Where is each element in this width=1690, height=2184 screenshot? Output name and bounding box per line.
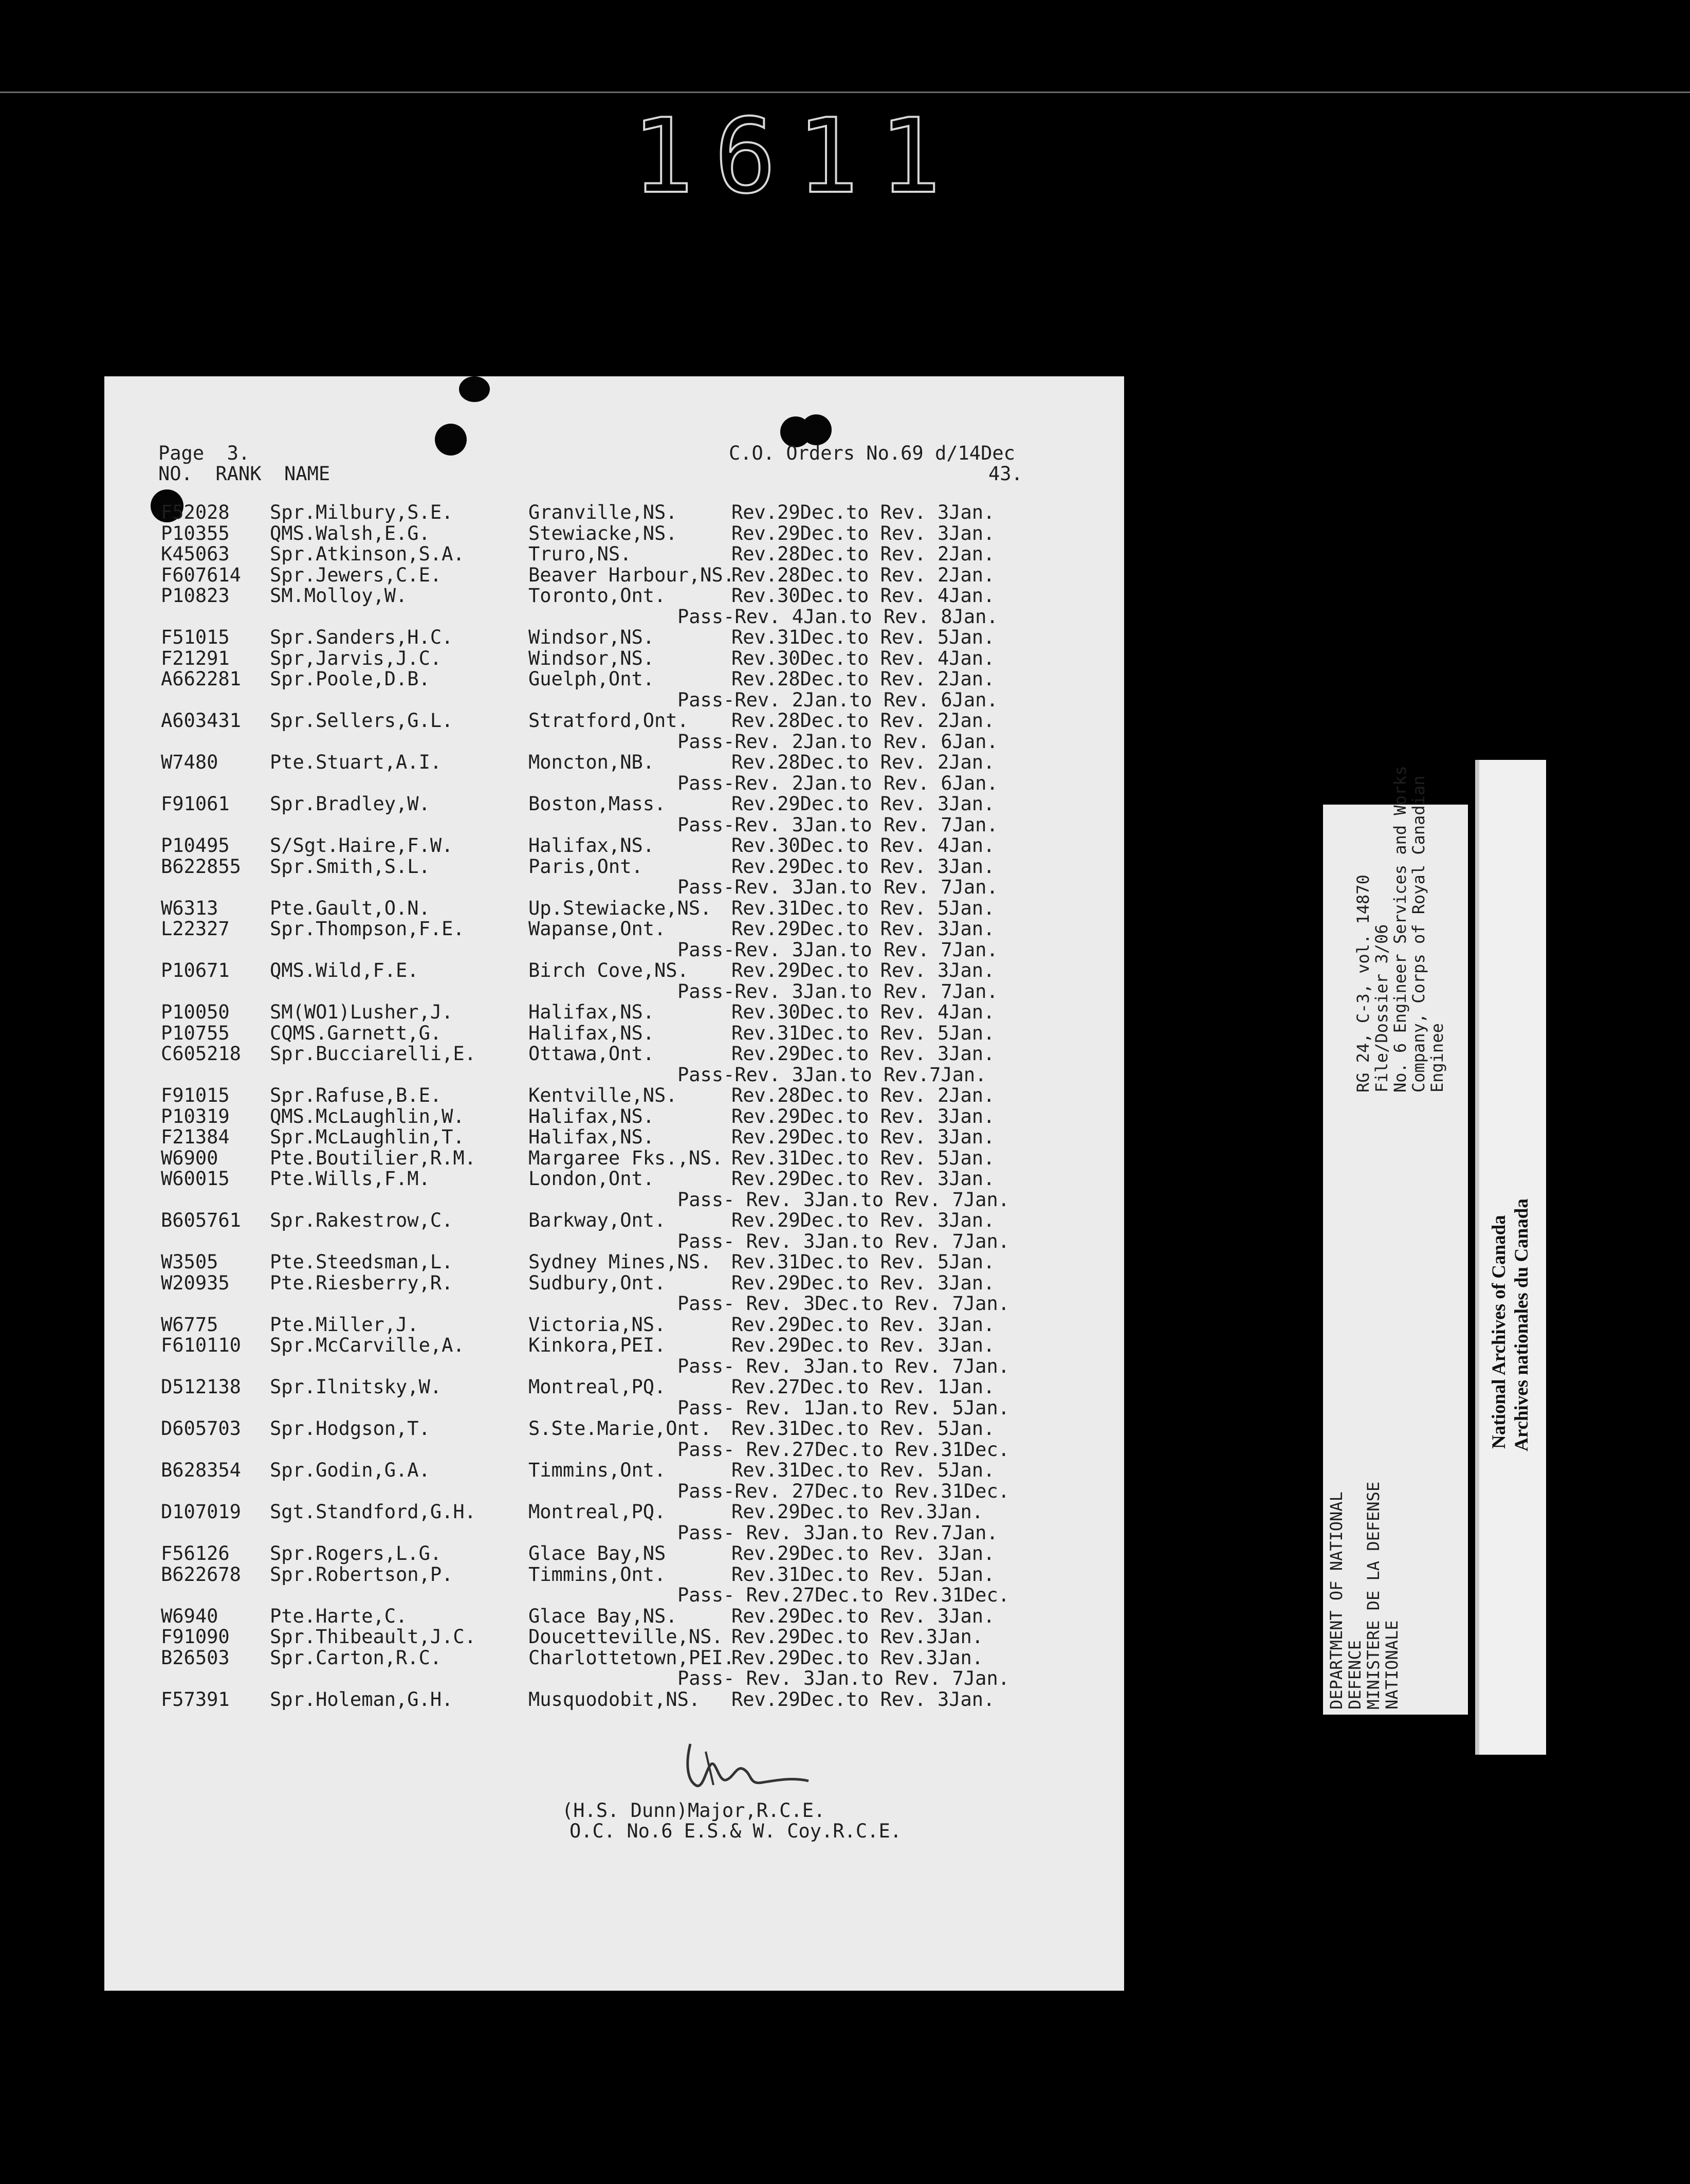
destination: Windsor,NS. [528, 626, 655, 648]
rank-name: Spr.Atkinson,S.A. [270, 543, 465, 565]
leave-row [161, 1127, 1107, 1148]
card-ref-line: File/Dossier 3/06 [1372, 924, 1391, 1093]
pass-row [161, 1668, 1107, 1689]
pass-row [161, 1585, 1107, 1606]
rank-name: Spr.Smith,S.L. [270, 855, 430, 878]
rank-name: Pte.Harte,C. [270, 1605, 408, 1627]
orders-title: C.O. Orders No.69 d/14Dec [729, 442, 1015, 464]
destination: Guelph,Ont. [528, 668, 655, 690]
rank-name: QMS.Wild,F.E. [270, 959, 419, 981]
rank-name: Pte.Stuart,A.I. [270, 751, 442, 773]
rank-name: Sgt.Standford,G.H. [270, 1501, 476, 1523]
destination: Halifax,NS. [528, 1001, 655, 1023]
pass-row [161, 940, 1107, 960]
leave-row [161, 919, 1107, 939]
destination: Timmins,Ont. [528, 1459, 666, 1481]
destination: Truro,NS. [528, 543, 632, 565]
pass-row [161, 815, 1107, 835]
service-number: D107019 [161, 1501, 241, 1523]
destination: Doucetteville,NS. [528, 1626, 723, 1648]
destination: Granville,NS. [528, 501, 677, 523]
leave-row [161, 1377, 1107, 1397]
service-number: B622855 [161, 855, 241, 878]
punch-hole [801, 414, 832, 445]
rank-name: Pte.Steedsman,L. [270, 1251, 453, 1273]
pass-dates: Pass- Rev.27Dec.to Rev.31Dec. [677, 1584, 1010, 1606]
service-number: F91015 [161, 1084, 230, 1106]
service-number: W6900 [161, 1146, 218, 1169]
destination: Sydney Mines,NS. [528, 1251, 712, 1273]
leave-dates: Rev.31Dec.to Rev. 5Jan. [731, 1022, 995, 1044]
destination: Kentville,NS. [528, 1084, 677, 1106]
destination: Margaree Fks.,NS. [528, 1146, 723, 1169]
leave-dates: Rev.29Dec.to Rev. 3Jan. [731, 1605, 995, 1627]
destination: Birch Cove,NS. [528, 959, 689, 981]
leave-dates: Rev.30Dec.to Rev. 4Jan. [731, 647, 995, 669]
leave-dates: Rev.29Dec.to Rev. 3Jan. [731, 855, 995, 878]
frame-top-rule [0, 92, 1690, 93]
service-number: P10319 [161, 1105, 230, 1127]
rank-name: Pte.Gault,O.N. [270, 897, 430, 919]
destination: Wapanse,Ont. [528, 918, 666, 940]
card-dept-line: MINISTERE DE LA DEFENSE [1364, 1481, 1383, 1709]
rank-name: Spr.Rakestrow,C. [270, 1209, 453, 1231]
leave-row [161, 1648, 1107, 1668]
destination: Barkway,Ont. [528, 1209, 666, 1231]
pass-row [161, 773, 1107, 794]
service-number: P10495 [161, 834, 230, 857]
leave-dates: Rev.29Dec.to Rev.3Jan. [731, 1646, 984, 1669]
service-number: P10671 [161, 959, 230, 981]
service-number: B628354 [161, 1459, 241, 1481]
service-number: P10755 [161, 1022, 230, 1044]
card-dept-line: NATIONALE [1382, 1620, 1402, 1709]
destination: Timmins,Ont. [528, 1563, 666, 1586]
destination: Stewiacke,NS. [528, 522, 677, 544]
leave-dates: Rev.29Dec.to Rev. 3Jan. [731, 918, 995, 940]
leave-row [161, 1085, 1107, 1106]
rank-name: Spr.Bucciarelli,E. [270, 1043, 476, 1065]
pass-row [161, 1481, 1107, 1502]
pass-dates: Pass- Rev. 3Jan.to Rev. 7Jan. [677, 1230, 1010, 1252]
service-number: F21291 [161, 647, 230, 669]
leave-row [161, 1044, 1107, 1064]
punch-hole [459, 376, 490, 402]
rank-name: Spr.Carton,R.C. [270, 1646, 442, 1669]
rank-name: Spr.Milbury,S.E. [270, 501, 453, 523]
pass-dates: Pass- Rev.27Dec.to Rev.31Dec. [677, 1438, 1010, 1461]
service-number: F607614 [161, 563, 241, 586]
service-number: W6940 [161, 1605, 218, 1627]
leave-dates: Rev.29Dec.to Rev. 3Jan. [731, 522, 995, 544]
leave-row [161, 1210, 1107, 1231]
rank-name: QMS.McLaughlin,W. [270, 1105, 465, 1127]
service-number: F51015 [161, 626, 230, 648]
leave-row [161, 1460, 1107, 1481]
pass-dates: Pass-Rev. 2Jan.to Rev. 6Jan. [677, 688, 998, 711]
leave-row [161, 1148, 1107, 1169]
orders-year: 43. [988, 463, 1023, 485]
leave-row [161, 1627, 1107, 1647]
leave-row [161, 523, 1107, 544]
service-number: D605703 [161, 1417, 241, 1440]
rank-name: Spr.Rogers,L.G. [270, 1542, 442, 1564]
leave-row [161, 1502, 1107, 1522]
rank-name: Pte.Boutilier,R.M. [270, 1146, 476, 1169]
pass-dates: Pass-Rev. 3Jan.to Rev.7Jan. [677, 1063, 987, 1086]
document-page [104, 376, 1124, 1991]
service-number: W3505 [161, 1251, 218, 1273]
frame-number: 1611 [632, 97, 962, 216]
leave-dates: Rev.31Dec.to Rev. 5Jan. [731, 1563, 995, 1586]
service-number: F57391 [161, 1688, 230, 1710]
leave-dates: Rev.27Dec.to Rev. 1Jan. [731, 1376, 995, 1398]
destination: Moncton,NB. [528, 751, 655, 773]
pass-dates: Pass- Rev. 3Jan.to Rev. 7Jan. [677, 1355, 1010, 1377]
service-number: P10355 [161, 522, 230, 544]
leave-row [161, 835, 1107, 856]
service-number: W6775 [161, 1313, 218, 1336]
leave-row [161, 1252, 1107, 1272]
service-number: F52028 [161, 501, 230, 523]
leave-dates: Rev.29Dec.to Rev. 3Jan. [731, 1168, 995, 1190]
leave-dates: Rev.31Dec.to Rev. 5Jan. [731, 1146, 995, 1169]
destination: Musquodobit,NS. [528, 1688, 701, 1710]
destination: Boston,Mass. [528, 793, 666, 815]
service-number: A662281 [161, 668, 241, 690]
leave-dates: Rev.29Dec.to Rev. 3Jan. [731, 1209, 995, 1231]
rank-name: Pte.Miller,J. [270, 1313, 419, 1336]
rank-name: Spr,Jarvis,J.C. [270, 647, 442, 669]
service-number: F91061 [161, 793, 230, 815]
pass-dates: Pass-Rev. 3Jan.to Rev. 7Jan. [677, 938, 998, 961]
leave-dates: Rev.28Dec.to Rev. 2Jan. [731, 709, 995, 732]
destination: Toronto,Ont. [528, 585, 666, 607]
rank-name: QMS.Walsh,E.G. [270, 522, 430, 544]
card-dept-line: DEPARTMENT OF NATIONAL [1327, 1491, 1346, 1709]
service-number: F21384 [161, 1126, 230, 1148]
leave-dates: Rev.28Dec.to Rev. 2Jan. [731, 543, 995, 565]
service-number: F91090 [161, 1626, 230, 1648]
page-label: Page 3. [158, 442, 250, 464]
leave-row [161, 586, 1107, 606]
destination: Paris,Ont. [528, 855, 643, 878]
pass-row [161, 607, 1107, 627]
rank-name: Pte.Riesberry,R. [270, 1271, 453, 1294]
leave-row [161, 544, 1107, 565]
pass-row [161, 981, 1107, 1002]
service-number: W6313 [161, 897, 218, 919]
rank-name: Spr.Thompson,F.E. [270, 918, 465, 940]
pass-dates: Pass- Rev. 3Jan.to Rev. 7Jan. [677, 1667, 1010, 1689]
pass-row [161, 1398, 1107, 1418]
rank-name: SM(WO1)Lusher,J. [270, 1001, 453, 1023]
leave-dates: Rev.31Dec.to Rev. 5Jan. [731, 1251, 995, 1273]
destination: Montreal,PQ. [528, 1501, 666, 1523]
pass-dates: Pass- Rev. 3Jan.to Rev.7Jan. [677, 1521, 998, 1544]
destination: Glace Bay,NS [528, 1542, 666, 1564]
leave-dates: Rev.29Dec.to Rev. 3Jan. [731, 959, 995, 981]
destination: Halifax,NS. [528, 834, 655, 857]
leave-dates: Rev.29Dec.to Rev. 3Jan. [731, 1313, 995, 1336]
card-ref-line: No. 6 Engineer Services and Works [1390, 766, 1410, 1093]
leave-row [161, 1543, 1107, 1564]
pass-row [161, 1231, 1107, 1252]
pass-dates: Pass-Rev. 27Dec.to Rev.31Dec. [677, 1480, 1010, 1502]
signature-unit: O.C. No.6 E.S.& W. Coy.R.C.E. [570, 1820, 902, 1842]
leave-row [161, 1273, 1107, 1294]
punch-hole [435, 424, 467, 456]
leave-dates: Rev.29Dec.to Rev.3Jan. [731, 1501, 984, 1523]
leave-dates: Rev.31Dec.to Rev. 5Jan. [731, 897, 995, 919]
pass-row [161, 1356, 1107, 1377]
leave-row [161, 1335, 1107, 1356]
service-number: C605218 [161, 1043, 241, 1065]
leave-dates: Rev.29Dec.to Rev. 3Jan. [731, 1271, 995, 1294]
rank-name: CQMS.Garnett,G. [270, 1022, 442, 1044]
rank-name: Pte.Wills,F.M. [270, 1168, 430, 1190]
leave-row [161, 711, 1107, 731]
leave-row [161, 1606, 1107, 1627]
rank-name: S/Sgt.Haire,F.W. [270, 834, 453, 857]
leave-row [161, 565, 1107, 586]
service-number: F610110 [161, 1334, 241, 1356]
leave-row [161, 857, 1107, 877]
destination: Sudbury,Ont. [528, 1271, 666, 1294]
destination: Glace Bay,NS. [528, 1605, 677, 1627]
leave-dates: Rev.29Dec.to Rev. 3Jan. [731, 1105, 995, 1127]
leave-dates: Rev.31Dec.to Rev. 5Jan. [731, 1417, 995, 1440]
rank-name: Spr.Thibeault,J.C. [270, 1626, 476, 1648]
service-number: A603431 [161, 709, 241, 732]
service-number: W20935 [161, 1271, 230, 1294]
pass-dates: Pass-Rev. 2Jan.to Rev. 6Jan. [677, 730, 998, 753]
leave-dates: Rev.28Dec.to Rev. 2Jan. [731, 751, 995, 773]
destination: Up.Stewiacke,NS. [528, 897, 712, 919]
card-dept-line: DEFENCE [1345, 1640, 1365, 1709]
leave-dates: Rev.29Dec.to Rev. 3Jan. [731, 1542, 995, 1564]
rank-name: Spr.Sellers,G.L. [270, 709, 453, 732]
leave-row [161, 1023, 1107, 1044]
signature-name: (H.S. Dunn)Major,R.C.E. [562, 1799, 825, 1822]
pass-row [161, 1190, 1107, 1210]
pass-row [161, 1065, 1107, 1085]
rank-name: Spr.Poole,D.B. [270, 668, 430, 690]
pass-dates: Pass-Rev. 2Jan.to Rev. 6Jan. [677, 772, 998, 794]
leave-row [161, 627, 1107, 648]
card-ref-line: Company, Corps of Royal Canadian [1409, 775, 1428, 1093]
pass-row [161, 1294, 1107, 1314]
leave-row [161, 960, 1107, 981]
leave-row [161, 1564, 1107, 1585]
destination: Beaver Harbour,NS. [528, 563, 734, 586]
destination: Stratford,Ont. [528, 709, 689, 732]
leave-row [161, 1418, 1107, 1439]
leave-dates: Rev.31Dec.to Rev. 5Jan. [731, 1459, 995, 1481]
leave-dates: Rev.28Dec.to Rev. 2Jan. [731, 563, 995, 586]
pass-dates: Pass-Rev. 3Jan.to Rev. 7Jan. [677, 876, 998, 898]
card-ref-line: Enginee [1427, 1023, 1447, 1093]
leave-dates: Rev.29Dec.to Rev. 3Jan. [731, 793, 995, 815]
rank-name: Spr.Jewers,C.E. [270, 563, 442, 586]
service-number: B26503 [161, 1646, 230, 1669]
rank-name: Spr.McLaughlin,T. [270, 1126, 465, 1148]
pass-dates: Pass-Rev. 3Jan.to Rev. 7Jan. [677, 813, 998, 836]
service-number: W60015 [161, 1168, 230, 1190]
archives-strip [1475, 760, 1546, 1755]
service-number: W7480 [161, 751, 218, 773]
rank-name: Spr.Rafuse,B.E. [270, 1084, 442, 1106]
rank-name: Spr.Godin,G.A. [270, 1459, 430, 1481]
destination: Charlottetown,PEI. [528, 1646, 734, 1669]
card-ref-line: RG 24, C-3, vol. 14870 [1353, 875, 1373, 1093]
destination: Halifax,NS. [528, 1126, 655, 1148]
rank-name: Spr.Sanders,H.C. [270, 626, 453, 648]
leave-dates: Rev.29Dec.to Rev. 3Jan. [731, 501, 995, 523]
service-number: P10823 [161, 585, 230, 607]
leave-dates: Rev.29Dec.to Rev. 3Jan. [731, 1126, 995, 1148]
pass-row [161, 732, 1107, 752]
rank-name: Spr.Robertson,P. [270, 1563, 453, 1586]
service-number: B622678 [161, 1563, 241, 1586]
pass-dates: Pass-Rev. 3Jan.to Rev. 7Jan. [677, 980, 998, 1003]
service-number: B605761 [161, 1209, 241, 1231]
service-number: P10050 [161, 1001, 230, 1023]
leave-dates: Rev.28Dec.to Rev. 2Jan. [731, 1084, 995, 1106]
archives-name-en: National Archives of Canada [1489, 1215, 1510, 1449]
leave-row [161, 1169, 1107, 1189]
pass-row [161, 1523, 1107, 1543]
destination: S.Ste.Marie,Ont. [528, 1417, 712, 1440]
rank-name: SM.Molloy,W. [270, 585, 408, 607]
pass-dates: Pass- Rev. 1Jan.to Rev. 5Jan. [677, 1396, 1010, 1419]
leave-row [161, 1315, 1107, 1335]
rank-name: Spr.Bradley,W. [270, 793, 430, 815]
rank-name: Spr.Holeman,G.H. [270, 1688, 453, 1710]
destination: Halifax,NS. [528, 1022, 655, 1044]
leave-dates: Rev.29Dec.to Rev. 3Jan. [731, 1688, 995, 1710]
leave-dates: Rev.29Dec.to Rev. 3Jan. [731, 1043, 995, 1065]
service-number: D512138 [161, 1376, 241, 1398]
destination: London,Ont. [528, 1168, 655, 1190]
leave-row [161, 502, 1107, 523]
service-number: K45063 [161, 543, 230, 565]
leave-dates: Rev.31Dec.to Rev. 5Jan. [731, 626, 995, 648]
leave-row [161, 752, 1107, 773]
rank-name: Spr.Hodgson,T. [270, 1417, 430, 1440]
destination: Kinkora,PEI. [528, 1334, 666, 1356]
pass-dates: Pass- Rev. 3Dec.to Rev. 7Jan. [677, 1293, 1010, 1315]
service-number: L22327 [161, 918, 230, 940]
destination: Victoria,NS. [528, 1313, 666, 1336]
columns-label: NO. RANK NAME [158, 463, 330, 485]
leave-dates: Rev.30Dec.to Rev. 4Jan. [731, 1001, 995, 1023]
leave-row [161, 898, 1107, 919]
pass-row [161, 877, 1107, 898]
service-number: F56126 [161, 1542, 230, 1564]
leave-row [161, 669, 1107, 689]
pass-dates: Pass-Rev. 4Jan.to Rev. 8Jan. [677, 605, 998, 628]
signature [675, 1734, 839, 1800]
destination: Windsor,NS. [528, 647, 655, 669]
destination: Montreal,PQ. [528, 1376, 666, 1398]
destination: Ottawa,Ont. [528, 1043, 655, 1065]
leave-row [161, 1689, 1107, 1710]
leave-dates: Rev.29Dec.to Rev.3Jan. [731, 1626, 984, 1648]
leave-dates: Rev.29Dec.to Rev. 3Jan. [731, 1334, 995, 1356]
rank-name: Spr.McCarville,A. [270, 1334, 465, 1356]
pass-dates: Pass- Rev. 3Jan.to Rev. 7Jan. [677, 1188, 1010, 1211]
leave-row [161, 648, 1107, 669]
destination: Halifax,NS. [528, 1105, 655, 1127]
leave-dates: Rev.28Dec.to Rev. 2Jan. [731, 668, 995, 690]
pass-row [161, 1440, 1107, 1460]
archives-name-fr: Archives nationales du Canada [1511, 1198, 1532, 1451]
leave-row [161, 794, 1107, 814]
reference-card [1323, 766, 1468, 1715]
rank-name: Spr.Ilnitsky,W. [270, 1376, 442, 1398]
leave-dates: Rev.30Dec.to Rev. 4Jan. [731, 834, 995, 857]
leave-dates: Rev.30Dec.to Rev. 4Jan. [731, 585, 995, 607]
leave-row [161, 1002, 1107, 1023]
leave-row [161, 1106, 1107, 1127]
pass-row [161, 690, 1107, 711]
